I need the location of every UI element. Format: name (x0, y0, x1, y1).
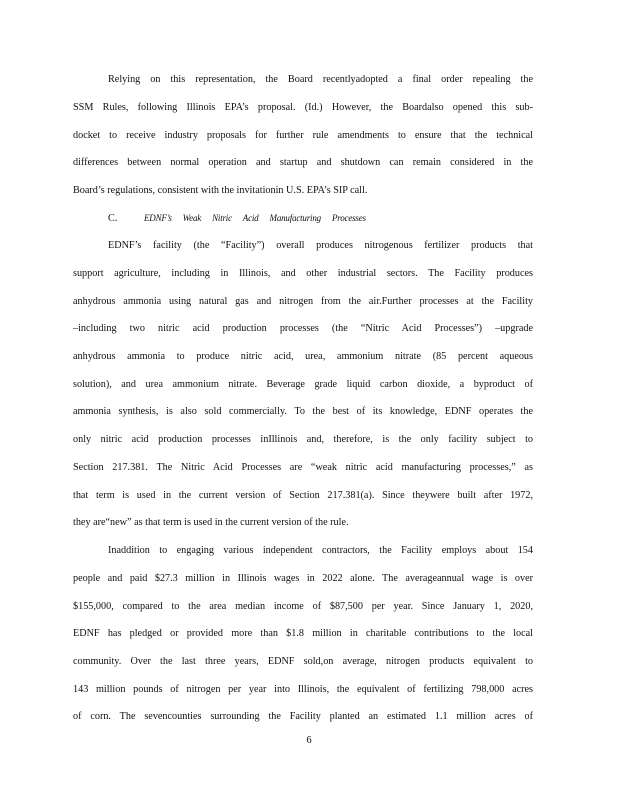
paragraph-1-line: Board’s regulations, consistent with the invitationin U.S. EPA’s SIP call. (73, 185, 368, 196)
paragraph-2-line: anhydrous ammonia using natural gas and nitrogen from the air.Further processes at the Facility (73, 296, 533, 307)
section-title: EDNF’s Weak Nitric Acid Manufacturing Processes (144, 213, 366, 223)
paragraph-3-line: EDNF has pledged or provided more than $1.8 million in charitable contributions to the local (73, 628, 533, 639)
paragraph-2-line: support agriculture, including in Illinois, and other industrial sectors. The Facility produces (73, 268, 533, 279)
paragraph-1-line: docket to receive industry proposals for further rule amendments to ensure that the technical (73, 130, 533, 141)
paragraph-3-line: 143 million pounds of nitrogen per year into Illinois, the equivalent of fertilizing 798,000 acres (73, 684, 533, 695)
paragraph-1-line: differences between normal operation and startup and shutdown can remain considered in the (73, 157, 533, 168)
paragraph-2-line: solution), and urea ammonium nitrate. Beverage grade liquid carbon dioxide, a byproduct of (73, 379, 533, 390)
paragraph-2-line: ammonia synthesis, is also sold commercially. To the best of its knowledge, EDNF operates the (73, 406, 533, 417)
paragraph-2-line: anhydrous ammonia to produce nitric acid, urea, ammonium nitrate (85 percent aqueous (73, 351, 533, 362)
paragraph-3-line: Inaddition to engaging various independent contractors, the Facility employs about 154 (108, 545, 533, 556)
paragraph-1-line: SSM Rules, following Illinois EPA’s proposal. (Id.) However, the Boardalso opened this sub- (73, 102, 533, 113)
paragraph-2-line: EDNF’s facility (the “Facility”) overall produces nitrogenous fertilizer products that (108, 240, 533, 251)
section-heading (108, 211, 366, 226)
paragraph-2-line: that term is used in the current version of Section 217.381(a). Since theywere built after 1972, (73, 490, 533, 501)
paragraph-2-line: only nitric acid production processes inIllinois and, therefore, is the only facility subject to (73, 434, 533, 445)
paragraph-2-line: Section 217.381. The Nitric Acid Processes are “weak nitric acid manufacturing processes,” as (73, 462, 533, 473)
paragraph-3-line: $155,000, compared to the area median income of $87,500 per year. Since January 1, 2020, (73, 601, 533, 612)
page-number: 6 (306, 735, 312, 746)
section-letter: C. (108, 213, 118, 224)
paragraph-2-line: –including two nitric acid production processes (the “Nitric Acid Processes”) –upgrade (73, 323, 533, 334)
paragraph-3-line: of corn. The sevencounties surrounding the Facility planted an estimated 1.1 million acres of (73, 711, 533, 722)
paragraph-3-line: people and paid $27.3 million in Illinois wages in 2022 alone. The averageannual wage is over (73, 573, 533, 584)
paragraph-1-line: Relying on this representation, the Board recentlyadopted a final order repealing the (108, 74, 533, 85)
paragraph-3-line: community. Over the last three years, EDNF sold,on average, nitrogen products equivalent to (73, 656, 533, 667)
paragraph-2-line: they are“new” as that term is used in the current version of the rule. (73, 517, 349, 528)
